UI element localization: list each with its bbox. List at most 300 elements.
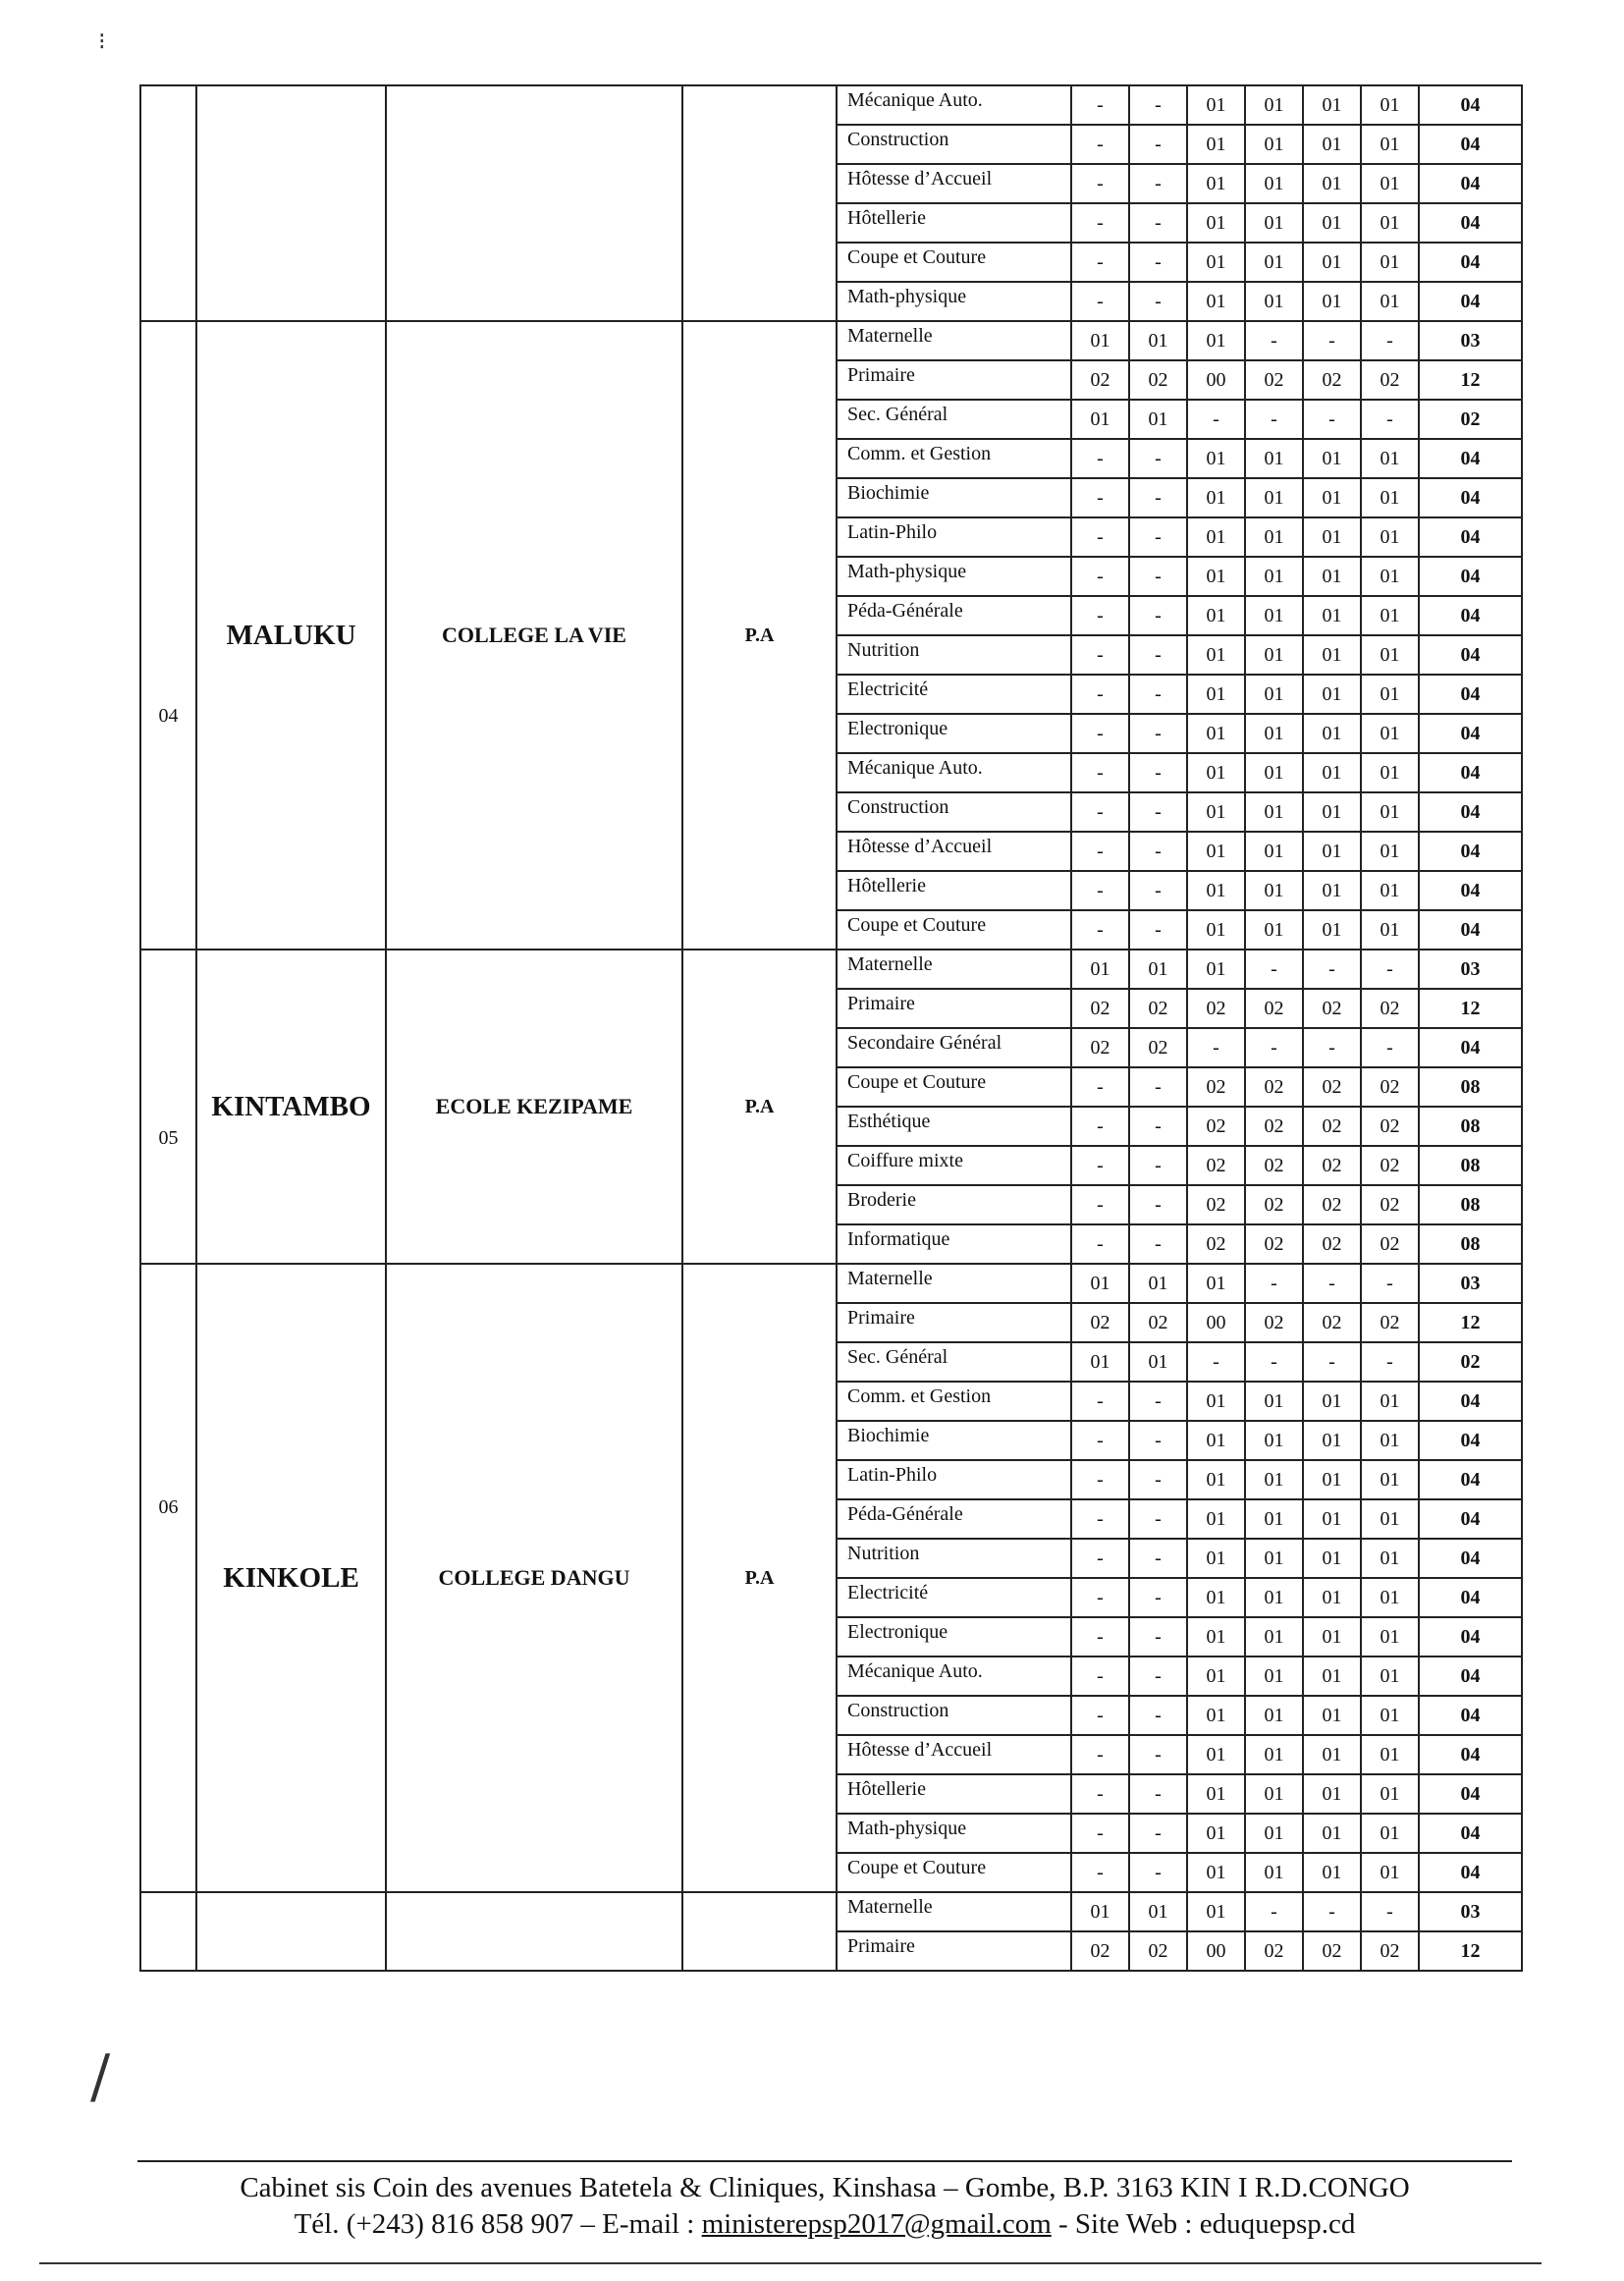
count-cell: 01 [1361,478,1419,517]
total-cell: 04 [1419,439,1522,478]
total-cell: 04 [1419,832,1522,871]
option-cell: Coupe et Couture [837,243,1071,282]
option-cell: Hôtellerie [837,203,1071,243]
commune-cell [196,1264,386,1892]
count-cell: - [1129,1499,1187,1539]
count-cell: 01 [1303,478,1361,517]
count-cell: 01 [1187,478,1245,517]
count-cell: - [1245,1342,1303,1382]
count-cell: 01 [1303,1696,1361,1735]
count-cell: 01 [1129,321,1187,360]
count-cell: - [1071,1617,1129,1656]
count-cell: 01 [1303,164,1361,203]
count-cell: 02 [1303,1185,1361,1224]
count-cell: - [1071,164,1129,203]
total-cell: 04 [1419,557,1522,596]
handwritten-initial-mark: / [90,2042,111,2111]
count-cell: 02 [1245,1224,1303,1264]
count-cell: 01 [1245,1499,1303,1539]
total-cell: 04 [1419,871,1522,910]
count-cell: 00 [1187,1931,1245,1971]
count-cell: 01 [1245,1382,1303,1421]
count-cell: 02 [1071,360,1129,400]
count-cell: 01 [1187,832,1245,871]
total-cell: 04 [1419,1774,1522,1814]
commune-cell [196,950,386,1264]
total-cell: 03 [1419,1892,1522,1931]
count-cell: 02 [1303,360,1361,400]
total-cell: 12 [1419,989,1522,1028]
count-cell: 01 [1361,1382,1419,1421]
count-cell: 01 [1187,714,1245,753]
count-cell: 01 [1187,792,1245,832]
count-cell: - [1303,1264,1361,1303]
count-cell: 02 [1303,1067,1361,1107]
count-cell: 01 [1361,832,1419,871]
count-cell: 01 [1187,1382,1245,1421]
count-cell: - [1129,125,1187,164]
count-cell: - [1245,1028,1303,1067]
count-cell: - [1361,950,1419,989]
count-cell: - [1129,164,1187,203]
count-cell: 01 [1303,439,1361,478]
commune-cell-text: MALUKU [226,619,356,651]
count-cell: - [1071,910,1129,950]
footer-email-link[interactable]: ministerepsp2017@gmail.com [701,2208,1052,2240]
count-cell: 01 [1187,1264,1245,1303]
count-cell: - [1129,871,1187,910]
count-cell: 01 [1187,203,1245,243]
count-cell: - [1071,1146,1129,1185]
group-number-cell [140,1892,196,1971]
group-number-cell [140,1264,196,1892]
count-cell: 01 [1361,714,1419,753]
count-cell: 02 [1245,1146,1303,1185]
count-cell: - [1129,1696,1187,1735]
total-cell: 08 [1419,1067,1522,1107]
count-cell: - [1361,1342,1419,1382]
count-cell: 01 [1187,85,1245,125]
count-cell: 02 [1129,1028,1187,1067]
total-cell: 02 [1419,1342,1522,1382]
count-cell: 01 [1361,1499,1419,1539]
count-cell: - [1071,753,1129,792]
total-cell: 04 [1419,753,1522,792]
commune-cell [196,321,386,950]
option-cell: Comm. et Gestion [837,439,1071,478]
count-cell: 02 [1245,1303,1303,1342]
total-cell: 03 [1419,950,1522,989]
count-cell: 00 [1187,360,1245,400]
count-cell: 01 [1187,596,1245,635]
statut-cell-text: P.A [744,1095,775,1117]
option-cell: Mécanique Auto. [837,85,1071,125]
total-cell: 04 [1419,85,1522,125]
option-cell: Electricité [837,675,1071,714]
count-cell: - [1129,1224,1187,1264]
count-cell: - [1245,950,1303,989]
count-cell: - [1129,203,1187,243]
count-cell: 01 [1361,792,1419,832]
option-cell: Sec. Général [837,400,1071,439]
option-cell: Coupe et Couture [837,1853,1071,1892]
count-cell: 01 [1361,1421,1419,1460]
count-cell: - [1071,832,1129,871]
count-cell: - [1071,478,1129,517]
option-cell: Primaire [837,1303,1071,1342]
total-cell: 12 [1419,1303,1522,1342]
total-cell: 04 [1419,635,1522,675]
count-cell: 01 [1187,1617,1245,1656]
count-cell: 01 [1361,635,1419,675]
count-cell: 01 [1187,1460,1245,1499]
count-cell: - [1129,1578,1187,1617]
count-cell: - [1071,635,1129,675]
count-cell: 02 [1187,1146,1245,1185]
count-cell: 02 [1187,1224,1245,1264]
school-cell-text: ECOLE KEZIPAME [435,1094,633,1118]
option-cell: Construction [837,125,1071,164]
option-cell: Primaire [837,1931,1071,1971]
footer-phone: Tél. (+243) 816 858 907 – E-mail : [294,2208,702,2240]
school-cell [386,321,682,950]
option-cell: Biochimie [837,478,1071,517]
count-cell: - [1303,400,1361,439]
option-cell: Comm. et Gestion [837,1382,1071,1421]
count-cell: 01 [1071,400,1129,439]
count-cell: 01 [1303,910,1361,950]
count-cell: - [1071,85,1129,125]
count-cell: - [1303,1342,1361,1382]
count-cell: 01 [1245,125,1303,164]
count-cell: 01 [1303,1539,1361,1578]
count-cell: 01 [1303,596,1361,635]
count-cell: 01 [1303,714,1361,753]
count-cell: 02 [1071,1303,1129,1342]
count-cell: - [1245,321,1303,360]
count-cell: 01 [1187,282,1245,321]
count-cell: - [1129,85,1187,125]
count-cell: 01 [1303,243,1361,282]
count-cell: - [1071,1578,1129,1617]
count-cell: - [1129,243,1187,282]
count-cell: - [1071,1185,1129,1224]
count-cell: 01 [1187,1735,1245,1774]
school-cell [386,1892,682,1971]
count-cell: - [1129,832,1187,871]
option-cell: Coiffure mixte [837,1146,1071,1185]
count-cell: - [1129,1617,1187,1656]
table-row [140,950,1522,989]
count-cell: 02 [1303,1224,1361,1264]
count-cell: 02 [1129,1303,1187,1342]
count-cell: 02 [1361,1185,1419,1224]
school-cell [386,950,682,1264]
margin-mark: ⁝ [98,29,106,55]
option-cell: Latin-Philo [837,1460,1071,1499]
total-cell: 04 [1419,517,1522,557]
count-cell: - [1071,1656,1129,1696]
total-cell: 04 [1419,282,1522,321]
count-cell: - [1071,282,1129,321]
option-cell: Coupe et Couture [837,910,1071,950]
count-cell: 01 [1187,517,1245,557]
count-cell: 01 [1187,1892,1245,1931]
total-cell: 08 [1419,1146,1522,1185]
count-cell: 01 [1187,753,1245,792]
option-cell: Sec. Général [837,1342,1071,1382]
count-cell: 01 [1245,439,1303,478]
count-cell: - [1071,1735,1129,1774]
statut-cell [682,950,837,1264]
option-cell: Biochimie [837,1421,1071,1460]
count-cell: 01 [1361,125,1419,164]
table-row [140,1264,1522,1303]
count-cell: - [1245,400,1303,439]
option-cell: Latin-Philo [837,517,1071,557]
option-cell: Secondaire Général [837,1028,1071,1067]
count-cell: 02 [1303,1303,1361,1342]
total-cell: 04 [1419,1814,1522,1853]
count-cell: - [1071,125,1129,164]
count-cell: - [1129,1421,1187,1460]
count-cell: 01 [1245,635,1303,675]
count-cell: - [1071,792,1129,832]
commune-cell [196,1892,386,1971]
total-cell: 12 [1419,1931,1522,1971]
count-cell: - [1071,1421,1129,1460]
total-cell: 12 [1419,360,1522,400]
total-cell: 02 [1419,400,1522,439]
total-cell: 08 [1419,1185,1522,1224]
count-cell: 02 [1245,360,1303,400]
total-cell: 04 [1419,596,1522,635]
count-cell: - [1129,1539,1187,1578]
count-cell: - [1071,1539,1129,1578]
count-cell: 01 [1361,753,1419,792]
total-cell: 08 [1419,1224,1522,1264]
count-cell: 01 [1361,164,1419,203]
count-cell: 01 [1245,1421,1303,1460]
option-cell: Math-physique [837,557,1071,596]
count-cell: 02 [1361,1067,1419,1107]
count-cell: 02 [1361,1146,1419,1185]
count-cell: 01 [1129,1264,1187,1303]
count-cell: 01 [1187,910,1245,950]
count-cell: 01 [1245,1460,1303,1499]
count-cell: 01 [1187,1499,1245,1539]
count-cell: 01 [1361,1578,1419,1617]
count-cell: 01 [1245,910,1303,950]
count-cell: - [1129,1735,1187,1774]
total-cell: 03 [1419,321,1522,360]
count-cell: - [1245,1892,1303,1931]
option-cell: Hôtesse d’Accueil [837,832,1071,871]
option-cell: Coupe et Couture [837,1067,1071,1107]
count-cell: - [1071,1224,1129,1264]
count-cell: 01 [1187,321,1245,360]
total-cell: 03 [1419,1264,1522,1303]
total-cell: 04 [1419,910,1522,950]
count-cell: 02 [1071,1028,1129,1067]
count-cell: - [1129,753,1187,792]
count-cell: - [1071,1774,1129,1814]
table-row [140,85,1522,125]
option-cell: Math-physique [837,1814,1071,1853]
count-cell: 01 [1187,1578,1245,1617]
count-cell: 01 [1129,400,1187,439]
count-cell: 01 [1361,85,1419,125]
count-cell: 01 [1361,439,1419,478]
total-cell: 04 [1419,1853,1522,1892]
count-cell: 02 [1187,989,1245,1028]
count-cell: - [1071,517,1129,557]
count-cell: - [1129,1146,1187,1185]
count-cell: 01 [1071,950,1129,989]
count-cell: 02 [1303,1107,1361,1146]
count-cell: 01 [1245,832,1303,871]
count-cell: 01 [1361,1539,1419,1578]
count-cell: 02 [1245,1067,1303,1107]
count-cell: 01 [1245,85,1303,125]
count-cell: 01 [1361,871,1419,910]
count-cell: - [1361,1028,1419,1067]
count-cell: 02 [1303,1931,1361,1971]
count-cell: 01 [1361,675,1419,714]
count-cell: - [1071,714,1129,753]
count-cell: 01 [1361,1460,1419,1499]
count-cell: 01 [1361,1853,1419,1892]
count-cell: 01 [1187,675,1245,714]
total-cell: 08 [1419,1107,1522,1146]
count-cell: - [1071,243,1129,282]
count-cell: - [1187,1028,1245,1067]
count-cell: 01 [1303,1499,1361,1539]
commune-cell-text: KINKOLE [223,1561,359,1594]
count-cell: 02 [1071,1931,1129,1971]
count-cell: 02 [1303,989,1361,1028]
count-cell: - [1303,1892,1361,1931]
count-cell: 01 [1187,1656,1245,1696]
option-cell: Math-physique [837,282,1071,321]
option-cell: Maternelle [837,1264,1071,1303]
option-cell: Péda-Générale [837,596,1071,635]
count-cell: - [1071,1067,1129,1107]
count-cell: - [1129,792,1187,832]
count-cell: 01 [1129,950,1187,989]
count-cell: 01 [1361,1656,1419,1696]
total-cell: 04 [1419,203,1522,243]
total-cell: 04 [1419,125,1522,164]
count-cell: - [1129,675,1187,714]
footer-contact [137,2208,1512,2241]
total-cell: 04 [1419,1499,1522,1539]
count-cell: - [1071,1460,1129,1499]
total-cell: 04 [1419,164,1522,203]
count-cell: 01 [1303,635,1361,675]
table-row [140,1892,1522,1931]
total-cell: 04 [1419,478,1522,517]
count-cell: - [1071,439,1129,478]
count-cell: - [1129,1814,1187,1853]
count-cell: 01 [1129,1892,1187,1931]
total-cell: 04 [1419,1460,1522,1499]
count-cell: 01 [1303,792,1361,832]
count-cell: 01 [1361,1617,1419,1656]
total-cell: 04 [1419,1539,1522,1578]
count-cell: - [1129,517,1187,557]
total-cell: 04 [1419,243,1522,282]
count-cell: - [1129,1656,1187,1696]
count-cell: - [1071,1696,1129,1735]
option-cell: Mécanique Auto. [837,753,1071,792]
count-cell: 01 [1245,1696,1303,1735]
count-cell: 01 [1303,282,1361,321]
count-cell: 01 [1303,125,1361,164]
count-cell: 02 [1303,1146,1361,1185]
count-cell: 01 [1187,635,1245,675]
option-cell: Construction [837,1696,1071,1735]
count-cell: 01 [1303,557,1361,596]
count-cell: - [1129,1382,1187,1421]
count-cell: 01 [1245,1774,1303,1814]
count-cell: 01 [1303,871,1361,910]
count-cell: 01 [1245,753,1303,792]
count-cell: 01 [1303,1578,1361,1617]
count-cell: 01 [1071,1264,1129,1303]
option-cell: Mécanique Auto. [837,1656,1071,1696]
count-cell: 01 [1361,203,1419,243]
count-cell: 01 [1361,282,1419,321]
option-cell: Maternelle [837,950,1071,989]
count-cell: 02 [1361,1107,1419,1146]
count-cell: 01 [1245,478,1303,517]
count-cell: - [1129,596,1187,635]
option-cell: Esthétique [837,1107,1071,1146]
count-cell: - [1071,1853,1129,1892]
count-cell: - [1361,321,1419,360]
total-cell: 04 [1419,1421,1522,1460]
count-cell: 02 [1245,1185,1303,1224]
count-cell: - [1071,203,1129,243]
count-cell: 01 [1303,1814,1361,1853]
count-cell: 01 [1187,243,1245,282]
count-cell: 01 [1245,871,1303,910]
count-cell: 01 [1187,1421,1245,1460]
option-cell: Informatique [837,1224,1071,1264]
count-cell: 01 [1187,1814,1245,1853]
count-cell: - [1071,1499,1129,1539]
count-cell: 02 [1187,1107,1245,1146]
count-cell: - [1071,1382,1129,1421]
count-cell: 01 [1303,1656,1361,1696]
bottom-rule [39,2262,1542,2264]
count-cell: - [1303,950,1361,989]
count-cell: 01 [1187,871,1245,910]
count-cell: 01 [1245,1656,1303,1696]
group-number-cell-text: 04 [158,705,179,727]
count-cell: 01 [1361,596,1419,635]
count-cell: 01 [1187,1696,1245,1735]
letterhead-footer [137,2160,1512,2241]
option-cell: Primaire [837,989,1071,1028]
count-cell: - [1071,1107,1129,1146]
table-row [140,321,1522,360]
statut-cell [682,85,837,321]
count-cell: - [1071,596,1129,635]
count-cell: 01 [1303,753,1361,792]
count-cell: 01 [1245,1578,1303,1617]
